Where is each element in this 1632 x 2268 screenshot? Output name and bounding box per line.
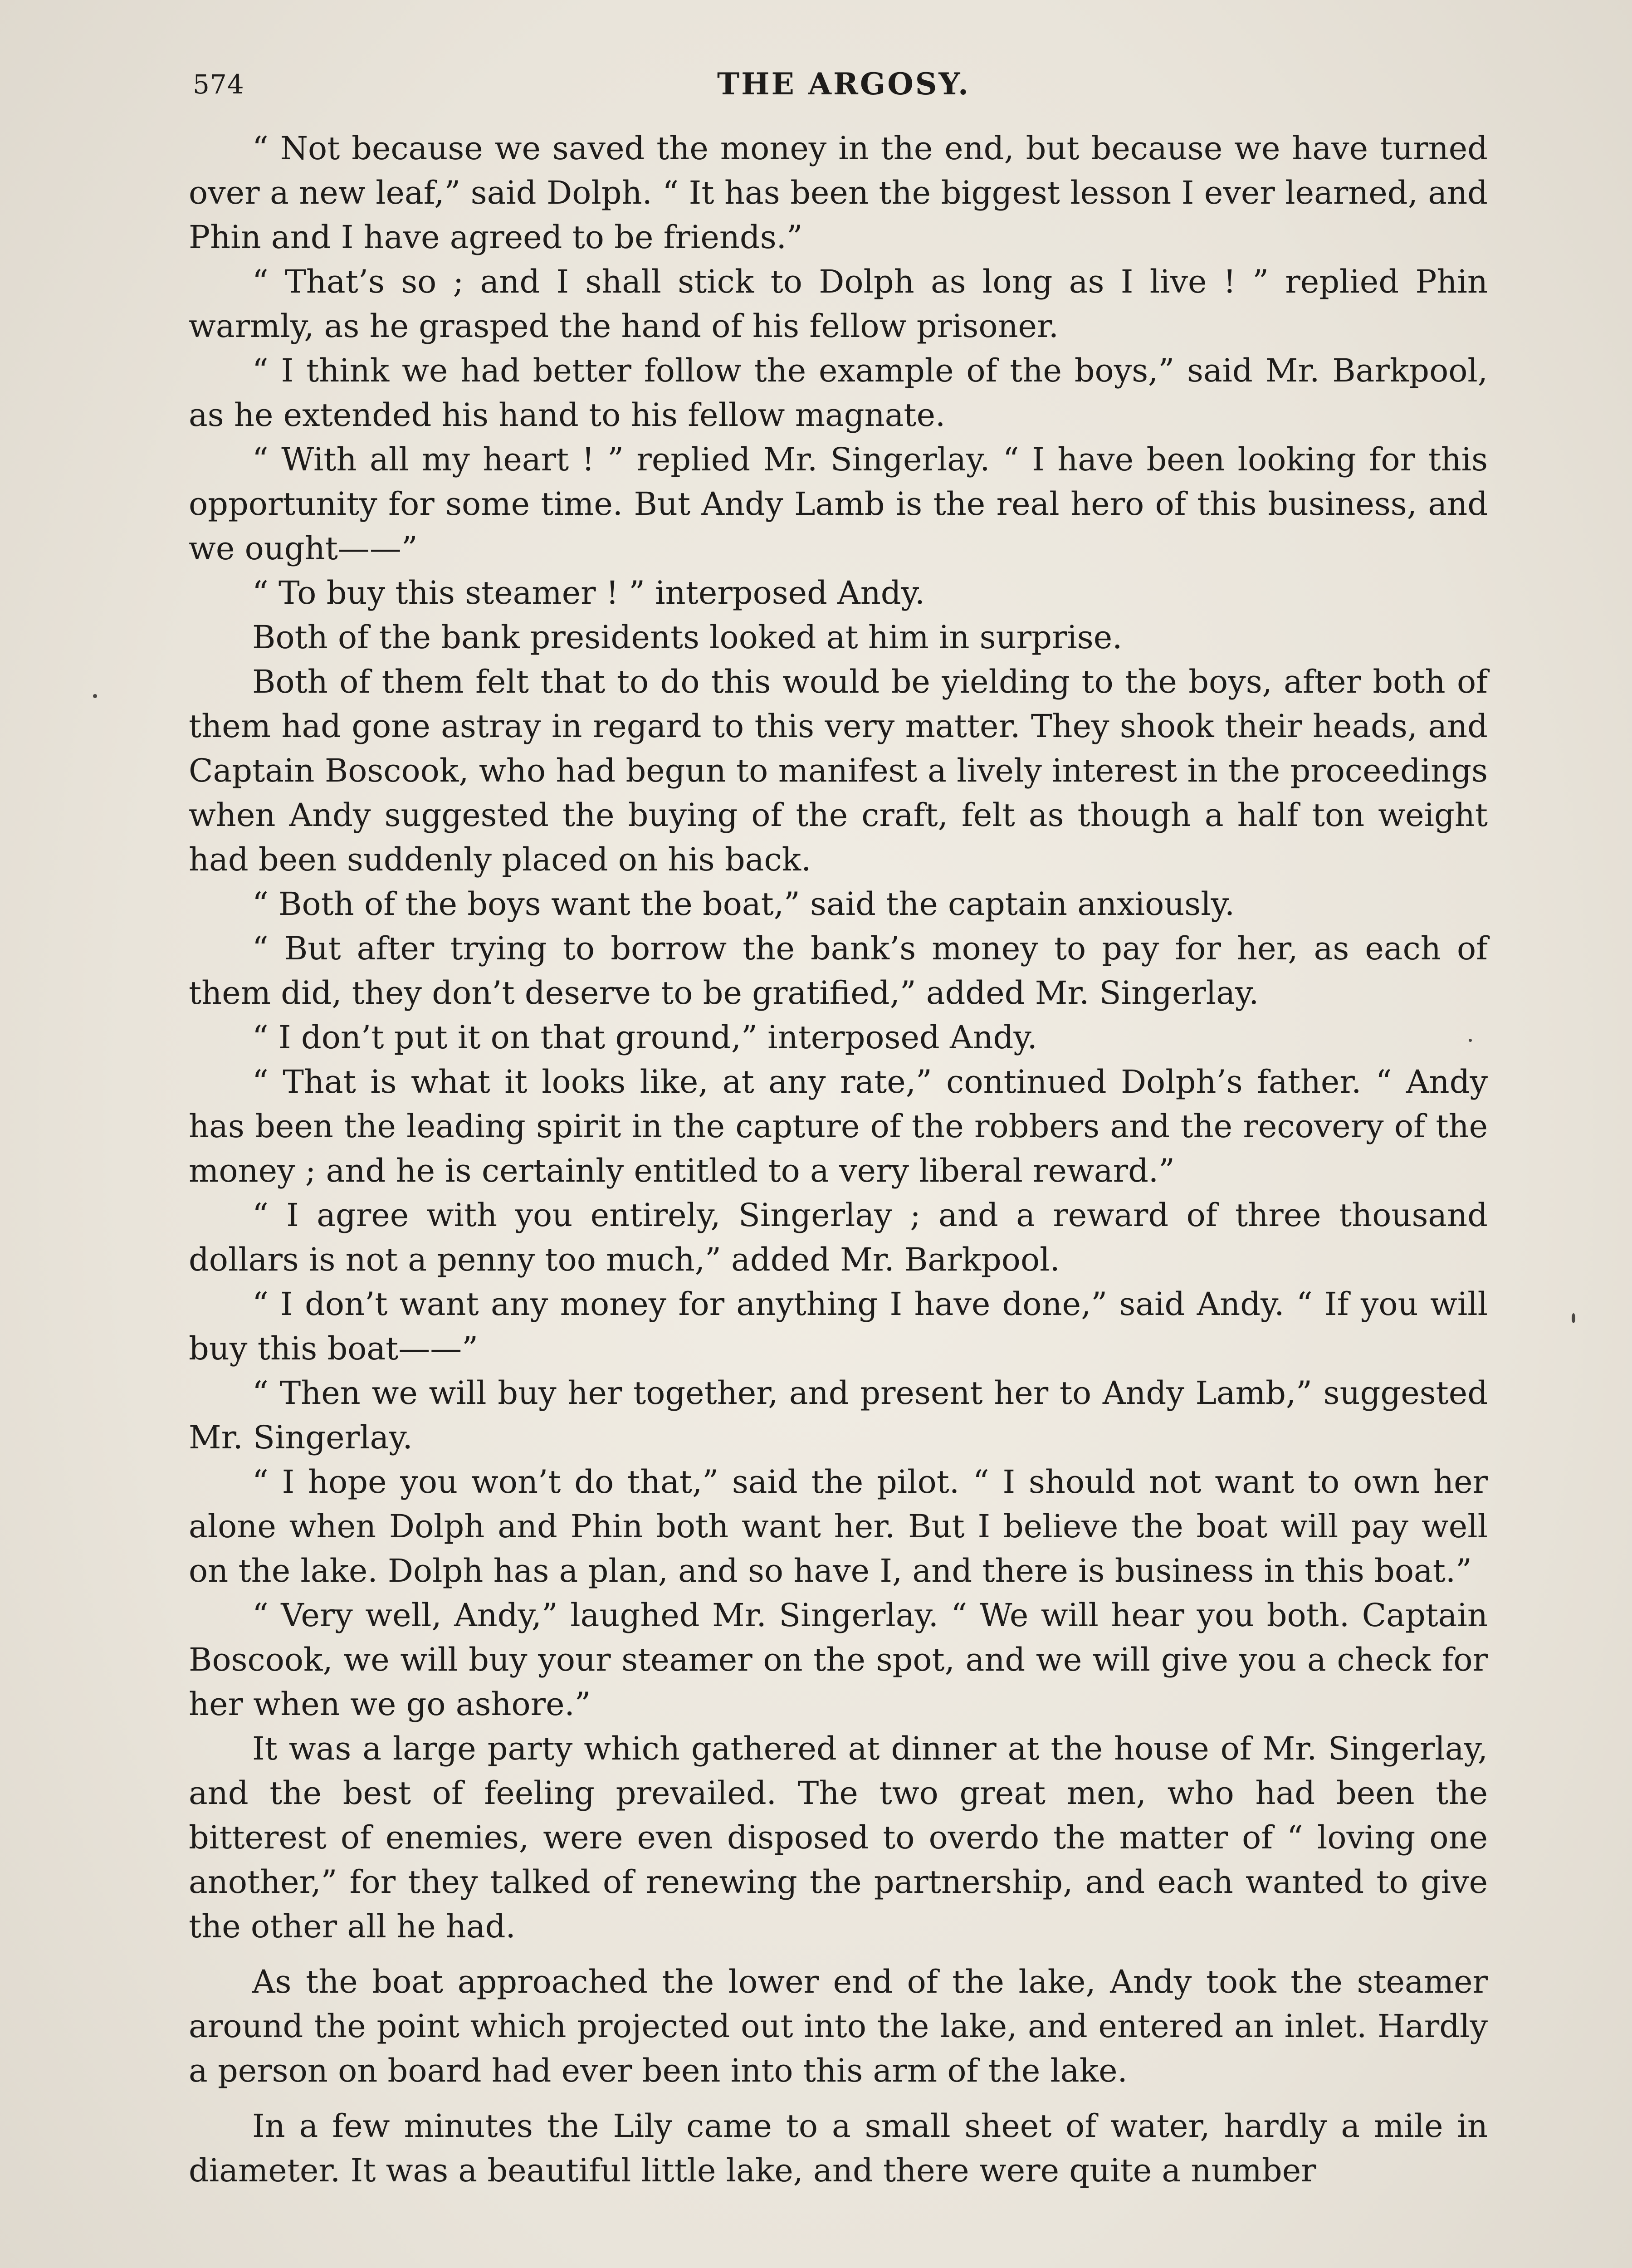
print-speck xyxy=(93,694,97,698)
body-text xyxy=(189,126,1488,2193)
paragraph: Both of the bank presidents looked at him in surprise. xyxy=(252,619,1123,656)
paragraph: “ I don’t want any money for anything I have done,” said Andy. “ If you will buy this boat——” xyxy=(189,1286,1488,1367)
paragraph: “ To buy this steamer ! ” interposed Andy. xyxy=(252,574,925,611)
paragraph: As the boat approached the lower end of the lake, Andy took the steamer around the point which projected out into the lake, and entered an inlet. Hardly a person on board had ever been into this arm of the lake. xyxy=(189,1963,1488,2089)
paragraph: “ I hope you won’t do that,” said the pilot. “ I should not want to own her alone when Dolph and Phin both want her. But I believe the boat will pay well on the lake. Dolph has a plan, and so have I, and there is business in this boat.” xyxy=(189,1463,1488,1589)
paragraph: “ I agree with you entirely, Singerlay ; and a reward of three thousand dollars is not a penny too much,” added Mr. Barkpool. xyxy=(189,1197,1488,1278)
print-speck xyxy=(1572,1313,1575,1323)
paragraph: “ But after trying to borrow the bank’s money to pay for her, as each of them did, they don’t deserve to be gratified,” added Mr. Singerlay. xyxy=(189,930,1488,1012)
paragraph: “ That is what it looks like, at any rate,” continued Dolph’s father. “ Andy has been the leading spirit in the capture of the robbers and the recovery of the money ; and he is certainly entitled to a very liberal reward.” xyxy=(189,1063,1488,1189)
paragraph: “ With all my heart ! ” replied Mr. Singerlay. “ I have been looking for this opportunity for some time. But Andy Lamb is the real hero of this business, and we ought——” xyxy=(189,441,1488,567)
paragraph: “ I don’t put it on that ground,” interposed Andy. xyxy=(252,1019,1037,1056)
page-number: 574 xyxy=(193,69,244,100)
paragraph: Both of them felt that to do this would be yielding to the boys, after both of them had gone astray in regard to this very matter. They shook their heads, and Captain Boscook, who had begun to manifest a lively interest in the proceedings when Andy suggested the buying of the craft, felt as though a half ton weight had been suddenly placed on his back. xyxy=(189,663,1488,878)
page-header xyxy=(193,64,1495,118)
paragraph: “ I think we had better follow the example of the boys,” said Mr. Barkpool, as he extended his hand to his fellow magnate. xyxy=(189,352,1488,434)
paragraph: “ Very well, Andy,” laughed Mr. Singerlay. “ We will hear you both. Captain Boscook, we will buy your steamer on the spot, and we will give you a check for her when we go ashore.” xyxy=(189,1597,1488,1723)
paragraph: “ Not because we saved the money in the end, but because we have turned over a new leaf,” said Dolph. “ It has been the biggest lesson I ever learned, and Phin and I have agreed to be friends.” xyxy=(189,130,1488,256)
running-title: THE ARGOSY. xyxy=(717,66,970,102)
paragraph: “ Both of the boys want the boat,” said the captain anxiously. xyxy=(252,885,1235,923)
paragraph: In a few minutes the Lily came to a small sheet of water, hardly a mile in diameter. It was a beautiful little lake, and there were quite a number xyxy=(189,2107,1488,2189)
paragraph: “ That’s so ; and I shall stick to Dolph as long as I live ! ” replied Phin warmly, as he grasped the hand of his fellow prisoner. xyxy=(189,263,1488,345)
paragraph: “ Then we will buy her together, and present her to Andy Lamb,” suggested Mr. Singerlay. xyxy=(189,1374,1488,1456)
print-speck xyxy=(1469,1039,1472,1042)
paragraph: It was a large party which gathered at dinner at the house of Mr. Singerlay, and the best of feeling prevailed. The two great men, who had been the bitterest of enemies, were even disposed to overdo the matter of “ loving one another,” for they talked of renewing the partnership, and each wanted to give the other all he had. xyxy=(189,1730,1488,1945)
